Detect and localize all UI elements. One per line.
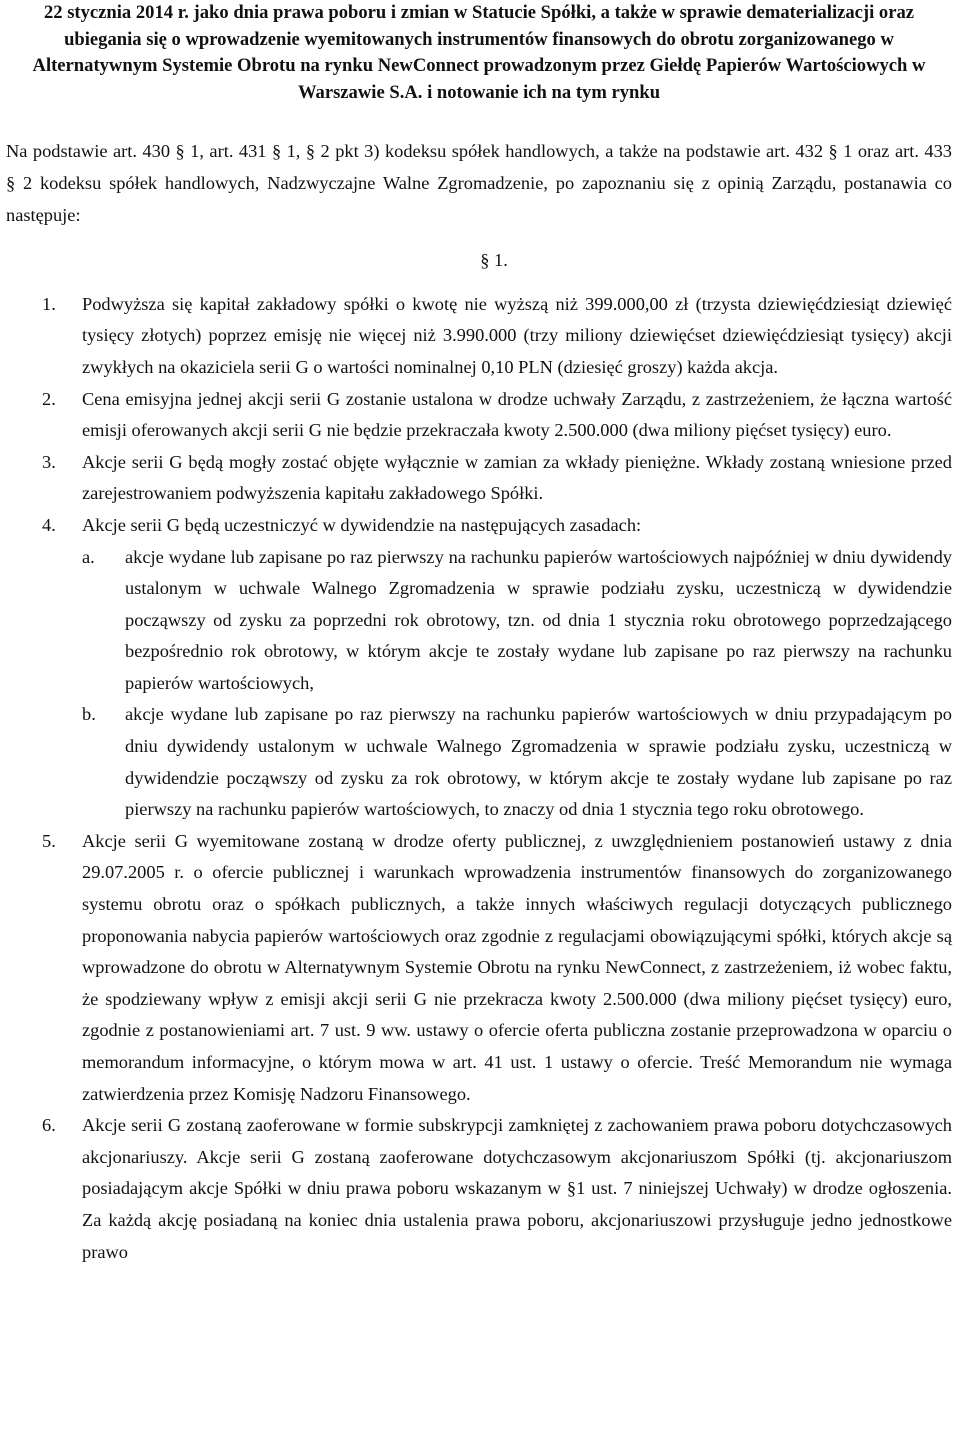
- list-item-text: Cena emisyjna jednej akcji serii G zostanie ustalona w drodze uchwały Zarządu, z zastrzeżeniem, że łączna wartość emisji oferowanych akcji serii G nie będzie przekraczała kwoty 2.500.000 (dwa miliony pięćset tysięcy) euro.: [82, 388, 952, 441]
- sub-list-item-text: akcje wydane lub zapisane po raz pierwszy na rachunku papierów wartościowych w dniu przypadającym po dniu dywidendy ustalonym w uchwale Walnego Zgromadzenia w sprawie podziału zysku, uczestniczą w dywidendzie począwszy od zysku za rok obrotowy, w którym akcje te zostały wydane lub zapisane po raz pierwszy na rachunku papierów wartościowych, to znaczy od dnia 1 stycznia tego roku obrotowego.: [125, 704, 952, 820]
- legal-basis-paragraph: Na podstawie art. 430 § 1, art. 431 § 1, § 2 pkt 3) kodeksu spółek handlowych, a także na podstawie art. 432 § 1 oraz art. 433 § 2 kodeksu spółek handlowych, Nadzwyczajne Walne Zgromadzenie, po zapoznaniu się z opinią Zarządu, postanawia co następuje:: [6, 141, 952, 225]
- list-item-number: 2.: [42, 388, 56, 409]
- list-item: [6, 826, 952, 1110]
- list-item-number: 6.: [42, 1115, 56, 1136]
- sub-list-item: [82, 699, 952, 825]
- sub-list-item-letter: a.: [82, 546, 95, 567]
- list-item: [6, 289, 952, 384]
- list-item: [6, 447, 952, 510]
- list-item: [6, 1110, 952, 1268]
- list-item-number: 4.: [42, 514, 56, 535]
- list-item-body: [82, 510, 952, 826]
- list-item: [6, 384, 952, 447]
- list-item-text: Podwyższa się kapitał zakładowy spółki o kwotę nie wyższą niż 399.000,00 zł (trzysta dziewięćdziesiąt dziewięć tysięcy złotych) poprzez emisję nie więcej niż 3.990.000 (trzy miliony dziewięćset dziewięćdziesiąt tysięcy) akcji zwykłych na okaziciela serii G o wartości nominalnej 0,10 PLN (dziesięć groszy) każda akcja.: [82, 293, 952, 377]
- sub-list-item-letter: b.: [82, 704, 96, 725]
- list-item-text: Akcje serii G będą uczestniczyć w dywidendzie na następujących zasadach:: [82, 514, 642, 535]
- list-item-text: Akcje serii G wyemitowane zostaną w drodze oferty publicznej, z uwzględnieniem postanowień ustawy z dnia 29.07.2005 r. o ofercie publicznej i warunkach wprowadzenia instrumentów finansowych do zorganizowanego systemu obrotu oraz o spółkach publicznych, a także innych właściwych regulacji dotyczących publicznego proponowania nabycia papierów wartościowych oraz zgodnie z regulacjami obowiązującymi spółki, których akcje są wprowadzone do obrotu w Alternatywnym Systemie Obrotu na rynku NewConnect, z zastrzeżeniem, iż wobec faktu, że spodziewany wpływ z emisji akcji serii G nie przekracza kwoty 2.500.000 (dwa miliony pięćset tysięcy) euro, zgodnie z postanowieniami art. 7 ust. 9 ww. ustawy o ofercie oferta publiczna zostanie przeprowadzona w oparciu o memorandum informacyjne, o którym mowa w art. 41 ust. 1 ustawy o ofercie. Treść Memorandum nie wymaga zatwierdzenia przez Komisję Nadzoru Finansowego.: [82, 830, 952, 1104]
- list-item-number: 3.: [42, 451, 56, 472]
- list-item-number: 1.: [42, 293, 56, 314]
- list-item-text: Akcje serii G zostaną zaoferowane w formie subskrypcji zamkniętej z zachowaniem prawa poboru dotychczasowych akcjonariuszy. Akcje serii G zostaną zaoferowane dotychczasowym akcjonariuszom Spółki (tj. akcjonariuszom posiadającym akcje Spółki w dniu prawa poboru wskazanym w §1 ust. 7 niniejszej Uchwały) w drodze ogłoszenia. Za każdą akcję posiadaną na koniec dnia ustalenia prawa poboru, akcjonariuszowi przysługuje jedno jednostkowe prawo: [82, 1115, 952, 1262]
- list-item: [6, 510, 952, 826]
- section-marker: § 1.: [480, 250, 508, 271]
- resolution-heading: 22 stycznia 2014 r. jako dnia prawa poboru i zmian w Statucie Spółki, a także w sprawie dematerializacji oraz ubiegania się o wprowadzenie wyemitowanych instrumentów finansowych do obrotu zorganizowanego w Alternatywnym Systemie Obrotu na rynku NewConnect prowadzonym przez Giełdę Papierów Wartościowych w Warszawie S.A. i notowanie ich na tym rynku: [32, 2, 926, 103]
- list-item-text: Akcje serii G będą mogły zostać objęte wyłącznie w zamian za wkłady pieniężne. Wkłady zostaną wniesione przed zarejestrowaniem podwyższenia kapitału zakładowego Spółki.: [82, 451, 952, 504]
- list-item-number: 5.: [42, 830, 56, 851]
- sub-list-item: [82, 542, 952, 700]
- sub-list-item-text: akcje wydane lub zapisane po raz pierwszy na rachunku papierów wartościowych najpóźniej w dniu dywidendy ustalonym w uchwale Walnego Zgromadzenia w sprawie podziału zysku, uczestniczą w dywidendzie począwszy od zysku za poprzedni rok obrotowy, tzn. od dnia 1 stycznia roku obrotowego poprzedzającego bezpośrednio rok obrotowy, w którym akcje te zostały wydane lub zapisane po raz pierwszy na rachunku papierów wartościowych,: [125, 546, 952, 693]
